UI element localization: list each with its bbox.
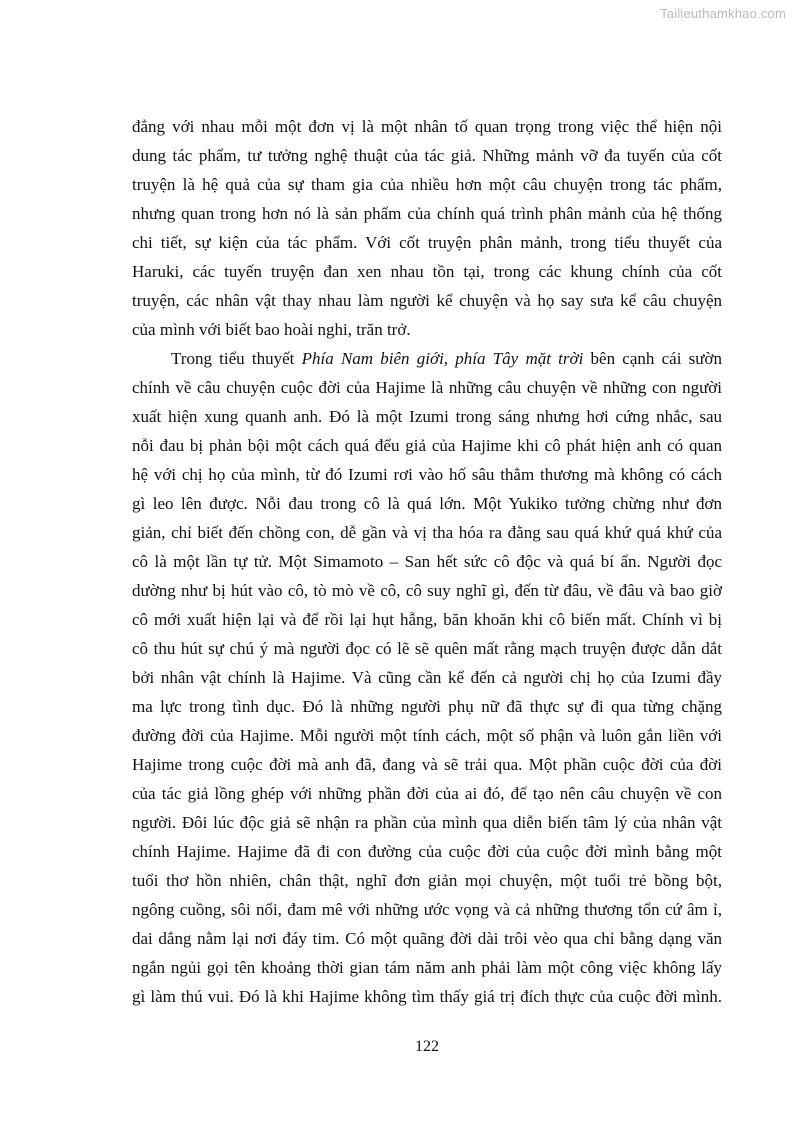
text-run: Trong tiểu thuyết <box>171 349 302 368</box>
text-line: chính về câu chuyện cuộc đời của Hajime là những câu chuyện về những con người <box>132 378 722 397</box>
text-line: cô thu hút sự chú ý mà người đọc có lẽ sẽ quên mất rằng mạch truyện được dẫn dắt <box>132 639 722 658</box>
text-line: xuất hiện xung quanh anh. Đó là một Izumi trong sáng nhưng hơi cứng nhắc, sau <box>132 407 722 426</box>
text-line: gì làm thú vui. Đó là khi Hajime không tìm thấy giá trị đích thực của cuộc đời mình. <box>132 987 722 1006</box>
text-line: nỗi đau bị phản bội một cách quá đểu giả của Hajime khi cô phát hiện anh có quan <box>132 436 722 455</box>
book-title: Phía Nam biên giới, phía Tây mặt trời <box>301 349 584 368</box>
text-line-first <box>132 344 722 373</box>
text-run: bên cạnh cái sườn <box>583 349 722 368</box>
text-line: Hajime trong cuộc đời mà anh đã, đang và sẽ trải qua. Một phần cuộc đời của đời <box>132 755 722 774</box>
page-number: 122 <box>415 1038 439 1055</box>
paragraph-2 <box>132 344 722 1011</box>
text-line: truyện là hệ quả của sự tham gia của nhiều hơn một câu chuyện trong tác phẩm, <box>132 175 722 194</box>
text-line: ngắn ngủi gọi tên khoảng thời gian tám năm anh phải làm một công việc không lấy <box>132 958 722 977</box>
document-body <box>132 112 722 1011</box>
text-line: dung tác phẩm, tư tưởng nghệ thuật của tác giả. Những mảnh vỡ đa tuyến của cốt <box>132 146 722 165</box>
text-line: đường đời của Hajime. Mỗi người một tính cách, một số phận và luôn gắn liền với <box>132 726 722 745</box>
paragraph-1 <box>132 112 722 344</box>
text-line: giản, chỉ biết đến chồng con, dễ gần và vị tha hóa ra đằng sau quá khứ quá khứ của <box>132 523 722 542</box>
text-line: ma lực trong tình dục. Đó là những người phụ nữ đã thực sự đi qua từng chặng <box>132 697 722 716</box>
text-line: nhưng quan trong hơn nó là sản phẩm của chính quá trình phân mảnh của hệ thống <box>132 204 722 223</box>
text-line: cô mới xuất hiện lại và để rồi lại hụt hẫng, băn khoăn khi cô biến mất. Chính vì bị <box>132 610 722 629</box>
text-line: tuổi thơ hồn nhiên, chân thật, nghĩ đơn giản mọi chuyện, một tuổi trẻ bồng bột, <box>132 871 722 890</box>
text-line: dường như bị hút vào cô, tò mò về cô, cô suy nghĩ gì, đến từ đâu, về đâu và bao giờ <box>132 581 722 600</box>
text-line: ngông cuồng, sôi nổi, đam mê với những ước vọng và cả những thương tổn cứ âm ỉ, <box>132 900 722 919</box>
text-line: người. Đôi lúc độc giả sẽ nhận ra phần của mình qua diễn biến tâm lý của nhân vật <box>132 813 722 832</box>
text-line: của mình với biết bao hoài nghi, trăn trở. <box>132 320 411 339</box>
text-line: đẳng với nhau mỗi một đơn vị là một nhân tố quan trọng trong việc thể hiện nội <box>132 117 722 136</box>
watermark: Tailieuthamkhao.com <box>660 6 786 21</box>
text-line: của tác giả lồng ghép với những phần đời của ai đó, để tạo nên câu chuyện về con <box>132 784 722 803</box>
text-line: bởi nhân vật chính là Hajime. Và cũng cần kể đến cả người chị họ của Izumi đầy <box>132 668 722 687</box>
text-line: dai dẳng nằm lại nơi đáy tim. Có một quãng đời dài trôi vèo qua chỉ bằng dạng văn <box>132 929 722 948</box>
text-line: chi tiết, sự kiện của tác phẩm. Với cốt truyện phân mảnh, trong tiểu thuyết của <box>132 233 722 252</box>
text-line: gì leo lên được. Nỗi đau trong cô là quá lớn. Một Yukiko tưởng chừng như đơn <box>132 494 722 513</box>
text-line: cô là một lần tự tử. Một Simamoto – San hết sức cô độc và quá bí ẩn. Người đọc <box>132 552 722 571</box>
text-line: Haruki, các tuyến truyện đan xen nhau tồn tại, trong các khung chính của cốt <box>132 262 722 281</box>
text-line: chính Hajime. Hajime đã đi con đường của cuộc đời của cuộc đời mình bằng một <box>132 842 722 861</box>
text-line: hệ với chị họ của mình, từ đó Izumi rơi vào hố sâu thẳm thương mà không có cách <box>132 465 722 484</box>
text-line: truyện, các nhân vật thay nhau làm người kể chuyện và họ say sưa kể câu chuyện <box>132 291 722 310</box>
